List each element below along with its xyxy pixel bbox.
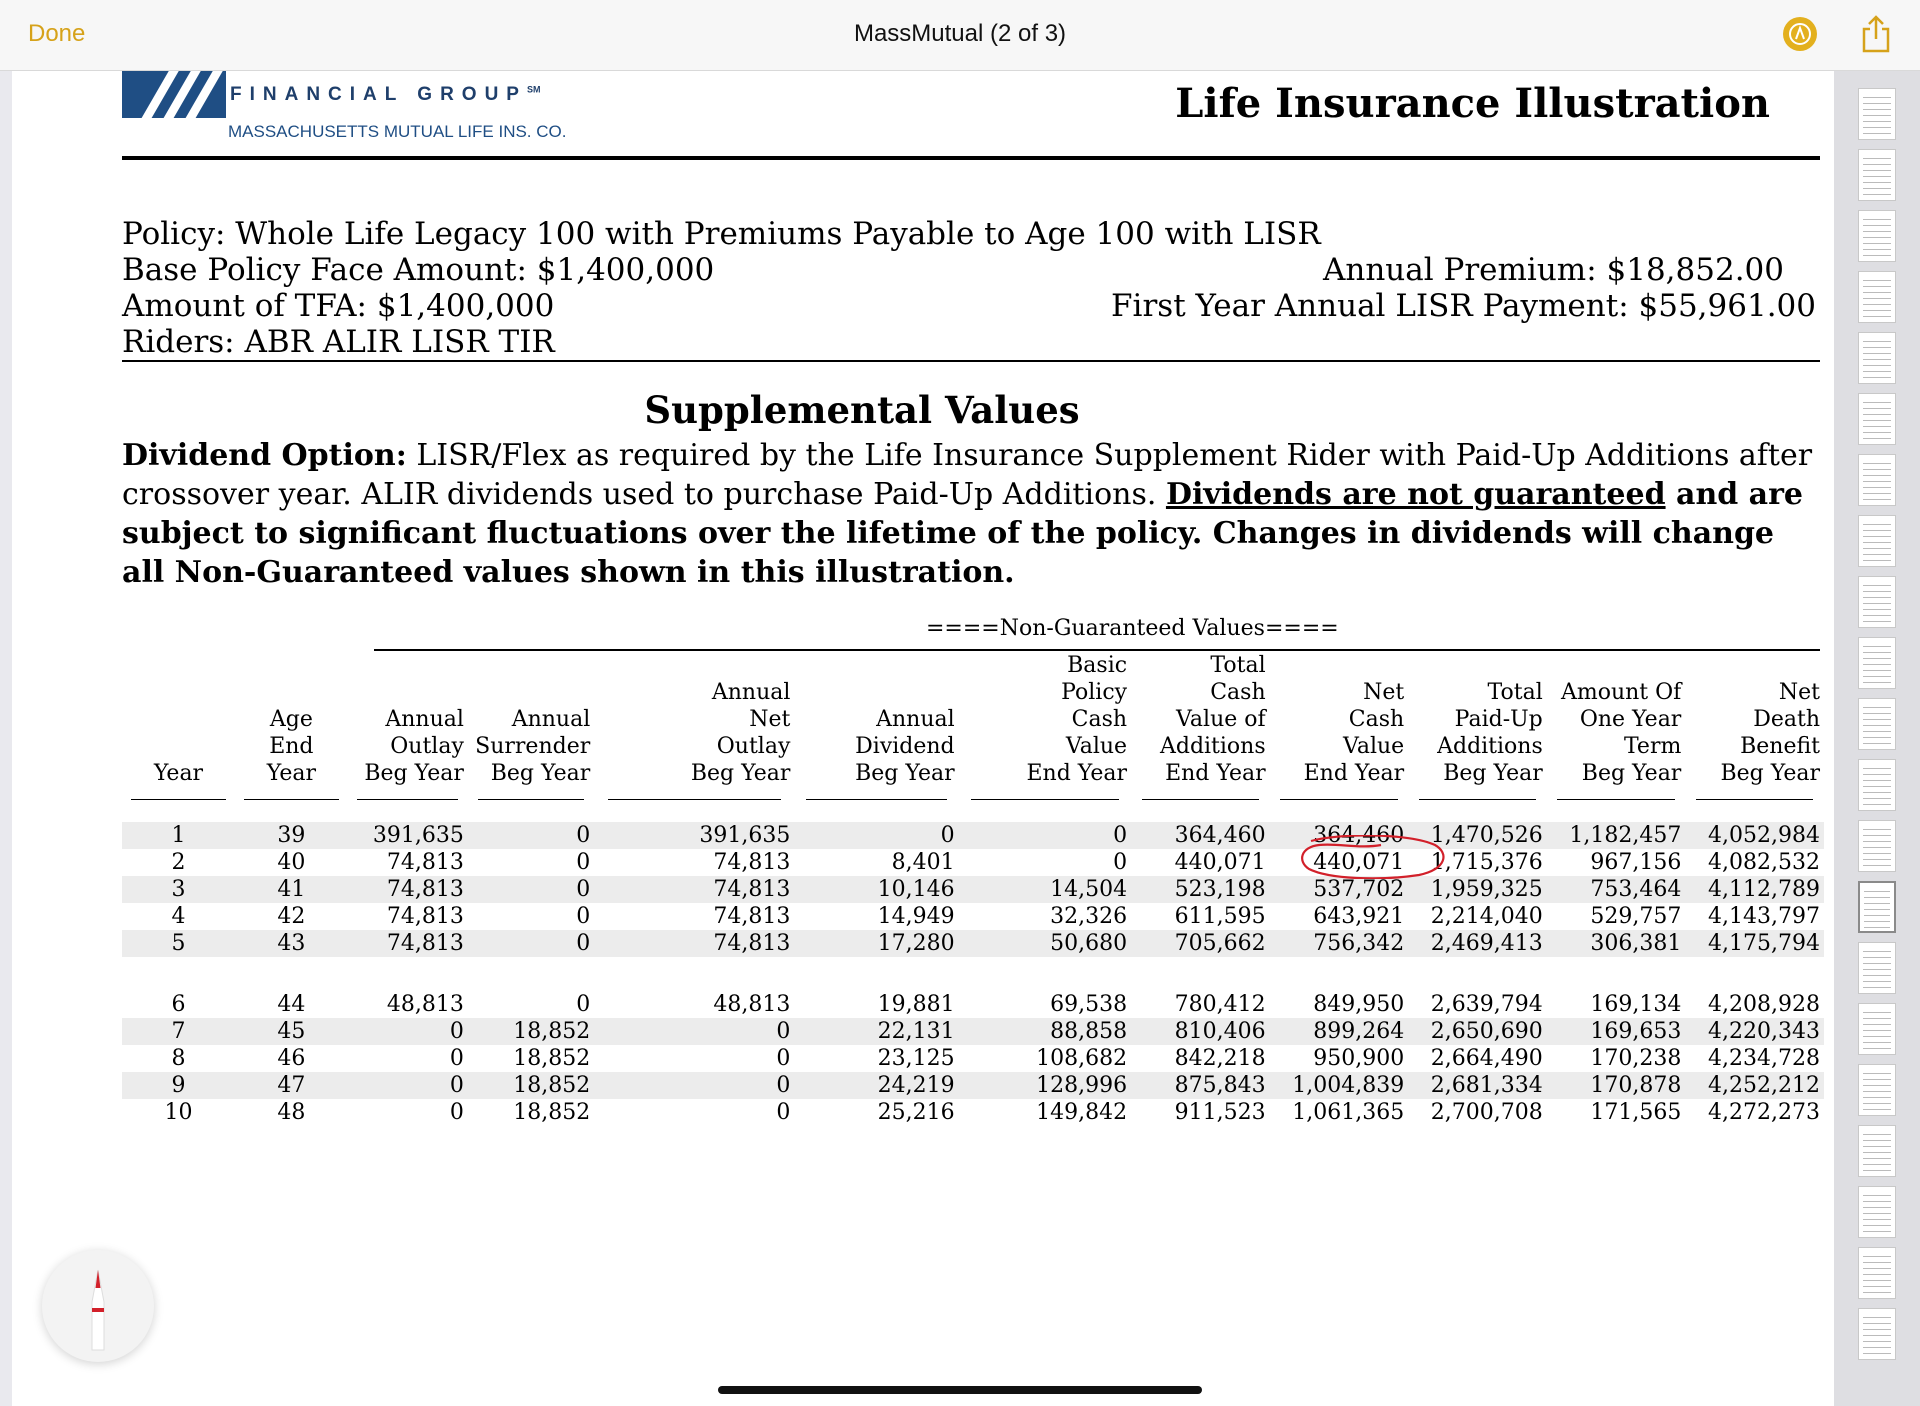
page-thumbnail[interactable] <box>1858 759 1896 811</box>
column-header <box>1547 652 1686 804</box>
table-row <box>122 1018 1824 1045</box>
table-cell: 2,639,794 <box>1430 992 1543 1017</box>
table-cell: 756,342 <box>1270 930 1409 957</box>
column-header-line: Annual <box>511 707 591 732</box>
annual-premium: Annual Premium: $18,852.00 <box>1322 252 1784 288</box>
table-cell: 306,381 <box>1547 930 1686 957</box>
table-cell: 18,852 <box>513 1046 591 1071</box>
page-thumbnail[interactable] <box>1858 149 1896 201</box>
column-header-line: Value <box>1065 734 1128 759</box>
table-cell: 0 <box>1113 850 1128 875</box>
page-thumbnail[interactable] <box>1858 393 1896 445</box>
table-cell: 6 <box>171 992 186 1017</box>
table-cell: 18,852 <box>468 1018 594 1045</box>
table-cell: 440,071 <box>1313 850 1405 875</box>
table-row <box>122 1072 1824 1099</box>
table-cell: 2,681,334 <box>1408 1072 1547 1099</box>
table-cell: 0 <box>468 930 594 957</box>
table-cell: 4,175,794 <box>1685 930 1824 957</box>
table-cell: 2,650,690 <box>1408 1018 1547 1045</box>
column-header-line: Amount Of <box>1560 680 1682 705</box>
share-icon <box>1860 15 1892 53</box>
page-thumbnail[interactable] <box>1858 1247 1896 1299</box>
table-cell: 10,146 <box>794 876 958 903</box>
table-cell: 0 <box>468 822 594 849</box>
column-header <box>468 652 594 804</box>
column-header-line: Beg Year <box>490 761 591 786</box>
page-thumbnail[interactable] <box>1858 942 1896 994</box>
table-cell: 18,852 <box>468 1072 594 1099</box>
table-cell: 391,635 <box>594 822 794 849</box>
column-header-line: Beg Year <box>690 761 791 786</box>
column-header-line: Cash <box>1071 707 1128 732</box>
column-header <box>122 652 235 804</box>
table-cell: 810,406 <box>1131 1018 1270 1045</box>
column-header-line: Additions <box>1159 734 1266 759</box>
column-header-line: Total <box>1487 680 1543 705</box>
page-thumbnail-sidebar[interactable] <box>1834 70 1920 1406</box>
table-cell: 74,813 <box>386 904 464 929</box>
column-header <box>1685 652 1824 804</box>
lisr-payment: First Year Annual LISR Payment: $55,961.00 <box>1111 288 1816 324</box>
logo-company-name: MASSACHUSETTS MUTUAL LIFE INS. CO. <box>228 122 567 141</box>
table-cell: 899,264 <box>1270 1018 1409 1045</box>
table-cell: 14,949 <box>877 904 955 929</box>
document-page <box>12 70 1834 1406</box>
table-row <box>122 849 1824 876</box>
table-cell: 74,813 <box>348 930 468 957</box>
table-cell: 0 <box>449 1100 464 1125</box>
pencil-tool-button[interactable] <box>42 1250 154 1362</box>
table-cell: 1,182,457 <box>1547 822 1686 849</box>
column-header-line: End Year <box>1026 761 1128 786</box>
column-header-line: Beg Year <box>364 761 464 786</box>
table-cell: 44 <box>277 992 306 1017</box>
page-thumbnail[interactable] <box>1858 271 1896 323</box>
table-cell: 5 <box>122 930 235 957</box>
column-header-line: Beg Year <box>1720 761 1820 786</box>
column-header-line: Beg Year <box>1443 761 1543 786</box>
column-header-line: End Year <box>1165 761 1266 786</box>
page-thumbnail[interactable] <box>1858 515 1896 567</box>
page-thumbnail[interactable] <box>1858 1125 1896 1177</box>
table-cell: 0 <box>348 1072 468 1099</box>
table-cell: 22,131 <box>794 1018 958 1045</box>
table-cell: 7 <box>122 1018 235 1045</box>
table-cell: 0 <box>959 822 1131 849</box>
table-cell: 2,664,490 <box>1430 1046 1543 1071</box>
table-cell: 32,326 <box>1050 904 1128 929</box>
column-header-line: Value <box>1342 734 1405 759</box>
tfa-amount: Amount of TFA: $1,400,000 <box>122 288 555 324</box>
top-toolbar <box>0 0 1920 71</box>
table-cell: 48,813 <box>386 992 464 1017</box>
table-cell: 0 <box>348 1018 468 1045</box>
table-cell: 18,852 <box>513 1100 591 1125</box>
column-header-line: Surrender <box>475 734 591 759</box>
table-cell: 170,238 <box>1590 1046 1682 1071</box>
table-cell: 108,682 <box>1036 1046 1128 1071</box>
column-header-line: Annual <box>711 680 791 705</box>
page-thumbnail[interactable] <box>1858 1003 1896 1055</box>
table-cell: 69,538 <box>1050 992 1128 1017</box>
table-cell: 169,653 <box>1547 1018 1686 1045</box>
table-cell: 753,464 <box>1547 876 1686 903</box>
column-header-line: Basic <box>1067 653 1128 678</box>
table-cell: 43 <box>235 930 348 957</box>
column-header-line: Paid-Up <box>1454 707 1543 732</box>
table-cell: 3 <box>122 876 235 903</box>
column-header <box>1408 652 1547 804</box>
table-cell: 0 <box>594 1018 794 1045</box>
page-title: Life Insurance Illustration <box>1175 80 1770 127</box>
table-cell: 19,881 <box>877 992 955 1017</box>
table-cell: 643,921 <box>1313 904 1405 929</box>
document-title: MassMutual (2 of 3) <box>853 20 1067 47</box>
table-cell: 50,680 <box>959 930 1131 957</box>
table-cell: 4 <box>171 904 186 929</box>
column-header-line: Annual <box>876 707 955 732</box>
table-cell: 41 <box>235 876 348 903</box>
column-header <box>235 652 348 804</box>
table-cell: 2,214,040 <box>1430 904 1543 929</box>
column-header-line: Benefit <box>1740 734 1820 759</box>
table-cell: 1 <box>122 822 235 849</box>
table-cell: 9 <box>122 1072 235 1099</box>
column-header <box>959 652 1131 804</box>
table-cell: 14,504 <box>959 876 1131 903</box>
page-thumbnail[interactable] <box>1858 1186 1896 1238</box>
table-cell: 42 <box>277 904 306 929</box>
table-cell: 48,813 <box>713 992 791 1017</box>
page-thumbnail[interactable] <box>1858 1064 1896 1116</box>
table-cell: 0 <box>776 1046 791 1071</box>
table-cell: 149,842 <box>1036 1100 1128 1125</box>
table-cell: 523,198 <box>1131 876 1270 903</box>
page-thumbnail[interactable] <box>1858 1308 1896 1360</box>
table-cell: 88,858 <box>959 1018 1131 1045</box>
done-button[interactable]: Done <box>28 20 86 47</box>
table-row <box>122 991 1824 1018</box>
table-cell: 4,220,343 <box>1685 1018 1824 1045</box>
table-cell: 74,813 <box>594 876 794 903</box>
table-cell: 2,469,413 <box>1408 930 1547 957</box>
column-header <box>594 652 794 804</box>
table-cell: 364,460 <box>1131 822 1270 849</box>
table-cell: 0 <box>449 1046 464 1071</box>
column-header-line: Year <box>153 761 204 786</box>
table-cell: 48 <box>277 1100 306 1125</box>
column-header-line: End Year <box>1303 761 1405 786</box>
column-header-line: Annual <box>385 707 464 732</box>
markup-button[interactable] <box>1783 17 1817 51</box>
table-cell: 8 <box>171 1046 186 1071</box>
column-header-line: Outlay <box>716 734 791 759</box>
table-cell: 440,071 <box>1174 850 1266 875</box>
share-button[interactable] <box>1860 15 1892 53</box>
column-header-line: Net <box>749 707 791 732</box>
supplemental-values-table <box>122 652 1824 1126</box>
table-cell: 4,252,212 <box>1685 1072 1824 1099</box>
table-cell: 8,401 <box>891 850 955 875</box>
table-cell: 46 <box>277 1046 306 1071</box>
page-thumbnail[interactable] <box>1858 881 1896 933</box>
table-cell: 780,412 <box>1174 992 1266 1017</box>
table-cell: 0 <box>576 992 591 1017</box>
table-cell: 40 <box>277 850 306 875</box>
table-cell: 4,082,532 <box>1708 850 1820 875</box>
table-cell: 0 <box>468 876 594 903</box>
table-cell: 4,052,984 <box>1685 822 1824 849</box>
table-cell: 2 <box>171 850 186 875</box>
header-divider <box>122 156 1820 160</box>
table-row <box>122 1099 1824 1126</box>
table-cell: 0 <box>776 1100 791 1125</box>
table-cell: 4,234,728 <box>1708 1046 1820 1071</box>
table-cell: 169,134 <box>1590 992 1682 1017</box>
table-cell: 0 <box>576 850 591 875</box>
column-header-line: Term <box>1623 734 1682 759</box>
table-cell: 1,715,376 <box>1430 850 1543 875</box>
non-guaranteed-rule <box>374 649 1820 651</box>
column-header-line: Age <box>269 707 313 732</box>
column-header-line: Policy <box>1061 680 1128 705</box>
table-row <box>122 903 1824 930</box>
table-cell: 10 <box>164 1100 193 1125</box>
dividend-option-text: Dividend Option: LISR/Flex as required by the Life Insurance Supplement Rider with Paid-Up Additions after crossover year. ALIR dividends used to purchase Paid-Up Additions. Dividends are not guaranteed and are subject to significant fluctuations over the lifetime of the policy. Changes in dividends will change all Non-Guaranteed values shown in this illustration. <box>122 438 1813 590</box>
table-header-row <box>122 652 1824 804</box>
table-cell: 537,702 <box>1270 876 1409 903</box>
page-thumbnail[interactable] <box>1858 88 1896 140</box>
table-cell: 391,635 <box>348 822 468 849</box>
page-thumbnail[interactable] <box>1858 698 1896 750</box>
column-header-line: Value of <box>1176 707 1266 732</box>
riders: Riders: ABR ALIR LISR TIR <box>122 324 555 360</box>
column-header-line: Dividend <box>855 734 955 759</box>
table-cell: 128,996 <box>959 1072 1131 1099</box>
table-cell: 23,125 <box>877 1046 955 1071</box>
table-cell: 170,878 <box>1547 1072 1686 1099</box>
column-header <box>348 652 468 804</box>
table-cell: 74,813 <box>713 904 791 929</box>
table-cell: 911,523 <box>1174 1100 1266 1125</box>
table-cell: 74,813 <box>348 876 468 903</box>
table-cell: 2,700,708 <box>1430 1100 1543 1125</box>
massmutual-logo <box>122 70 226 118</box>
table-cell: 74,813 <box>386 850 464 875</box>
home-indicator <box>718 1386 1202 1394</box>
logo-financial-group: FINANCIAL GROUP℠ <box>230 84 541 105</box>
section-title: Supplemental Values <box>644 388 1080 432</box>
table-cell: 950,900 <box>1313 1046 1405 1071</box>
table-cell: 4,143,797 <box>1708 904 1820 929</box>
page-thumbnail[interactable] <box>1858 454 1896 506</box>
column-header-line: Net <box>1778 680 1820 705</box>
table-cell: 0 <box>794 822 958 849</box>
pencil-icon <box>42 1250 154 1362</box>
table-cell: 74,813 <box>713 850 791 875</box>
column-header-line: One Year <box>1579 707 1682 732</box>
page-thumbnail[interactable] <box>1858 332 1896 384</box>
column-header-line: Additions <box>1437 734 1543 759</box>
markup-pen-icon <box>1787 21 1813 47</box>
column-header-line: Outlay <box>390 734 464 759</box>
table-cell: 875,843 <box>1131 1072 1270 1099</box>
column-header-line: Death <box>1753 707 1820 732</box>
table-cell: 24,219 <box>794 1072 958 1099</box>
table-cell: 842,218 <box>1174 1046 1266 1071</box>
table-cell: 967,156 <box>1590 850 1682 875</box>
non-guaranteed-label: ====Non-Guaranteed Values==== <box>926 616 1339 641</box>
table-cell: 0 <box>576 904 591 929</box>
table-cell: 4,208,928 <box>1708 992 1820 1017</box>
column-header-line: Net <box>1363 680 1405 705</box>
page-thumbnail[interactable] <box>1858 637 1896 689</box>
table-cell: 39 <box>235 822 348 849</box>
table-row <box>122 1045 1824 1072</box>
column-header <box>794 652 958 804</box>
page-thumbnail[interactable] <box>1858 210 1896 262</box>
table-cell: 1,004,839 <box>1270 1072 1409 1099</box>
policy-name: Policy: Whole Life Legacy 100 with Premiums Payable to Age 100 with LISR <box>122 216 1321 252</box>
table-cell: 705,662 <box>1131 930 1270 957</box>
page-thumbnail[interactable] <box>1858 820 1896 872</box>
table-cell: 25,216 <box>877 1100 955 1125</box>
table-cell: 45 <box>235 1018 348 1045</box>
table-cell: 17,280 <box>794 930 958 957</box>
table-cell: 47 <box>235 1072 348 1099</box>
table-cell: 74,813 <box>594 930 794 957</box>
table-row <box>122 876 1824 903</box>
column-header <box>1270 652 1409 804</box>
table-row <box>122 930 1824 957</box>
table-cell: 4,112,789 <box>1685 876 1824 903</box>
base-face-amount: Base Policy Face Amount: $1,400,000 <box>122 252 715 288</box>
column-header-line: Beg Year <box>1581 761 1682 786</box>
table-cell: 849,950 <box>1313 992 1405 1017</box>
table-cell: 1,959,325 <box>1408 876 1547 903</box>
policy-divider <box>122 360 1820 362</box>
table-cell: 1,061,365 <box>1292 1100 1405 1125</box>
table-cell: 171,565 <box>1590 1100 1682 1125</box>
column-header-line: Cash <box>1348 707 1405 732</box>
table-cell: 364,460 <box>1270 822 1409 849</box>
column-header-line: Cash <box>1210 680 1266 705</box>
column-header-line: Beg Year <box>855 761 955 786</box>
table-cell: 1,470,526 <box>1408 822 1547 849</box>
table-cell: 611,595 <box>1174 904 1266 929</box>
column-header-line: Year <box>266 761 316 786</box>
column-header-line: End <box>269 734 314 759</box>
page-thumbnail[interactable] <box>1858 576 1896 628</box>
column-header <box>1131 652 1270 804</box>
table-cell: 4,272,273 <box>1708 1100 1820 1125</box>
column-header-line: Total <box>1210 653 1266 678</box>
table-row <box>122 822 1824 849</box>
table-cell: 529,757 <box>1590 904 1682 929</box>
table-cell: 0 <box>594 1072 794 1099</box>
